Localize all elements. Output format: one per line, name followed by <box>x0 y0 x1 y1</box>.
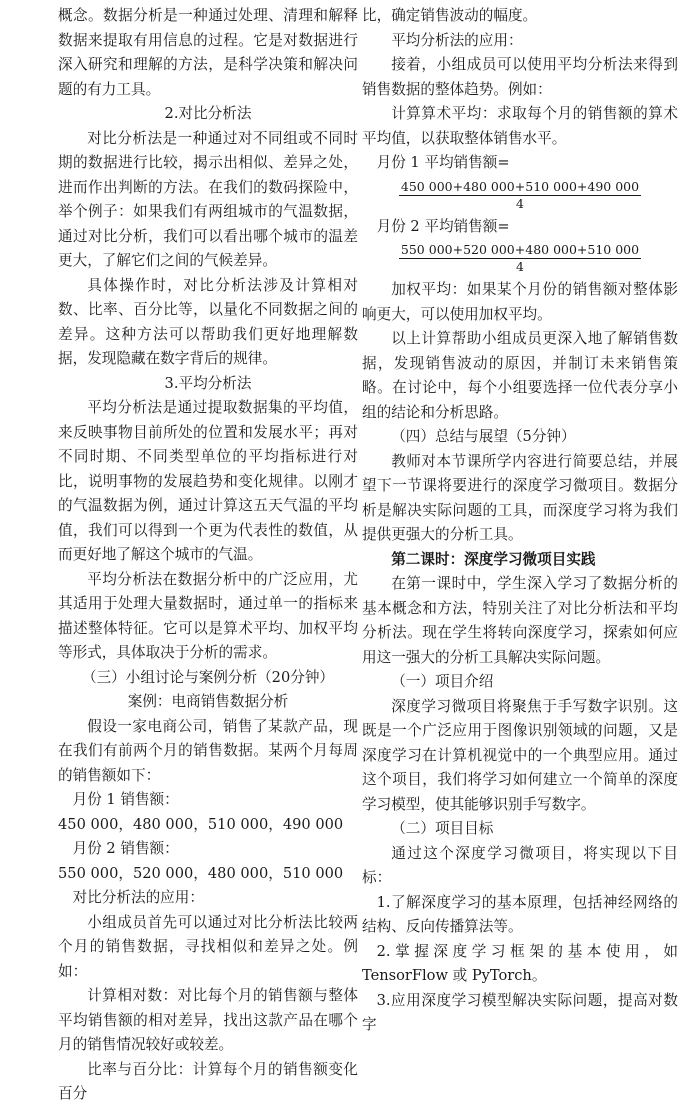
data-label: 月份 1 销售额： <box>72 791 179 808</box>
list-item: 2.掌握深度学习框架的基本使用，如 TensorFlow 或 PyTorch。 <box>362 942 678 984</box>
paragraph: 概念。数据分析是一种通过处理、清理和解释数据来提取有用信息的过程。它是对数据进行深入研究和理解的方法，是科学决策和解决问题的有力工具。 <box>58 7 358 98</box>
paragraph: 加权平均：如果某个月份的销售额对整体影响更大，可以使用加权平均。 <box>362 281 678 323</box>
list-item: 1.了解深度学习的基本原理，包括神经网络的结构、反向传播算法等。 <box>362 893 678 935</box>
fraction-denominator: 4 <box>516 259 524 274</box>
fraction-numerator: 450 000+480 000+510 000+490 000 <box>400 178 640 194</box>
paragraph: 小组成员首先可以通过对比分析法比较两个月的销售数据，寻找相似和差异之处。例如： <box>58 913 358 980</box>
paragraph: 比率与百分比：计算每个月的销售额变化百分 <box>58 1060 358 1102</box>
section-heading: 2.对比分析法 <box>164 105 252 122</box>
case-title: 案例：电商销售数据分析 <box>127 693 289 710</box>
section-heading: （一）项目介绍 <box>391 673 494 690</box>
section-heading: （三）小组讨论与案例分析（20分钟） <box>81 668 335 686</box>
data-values: 450 000，480 000，510 000，490 000 <box>58 815 344 833</box>
paragraph: 对比分析法是一种通过对不同组或不同时期的数据进行比较，揭示出相似、差异之处，进而作出判断的方法。在我们的数码探险中，举个例子：如果我们有两组城市的气温数据，通过对比分析，我们可以看出哪个城市的温差更大，了解它们之间的气候差异。 <box>58 129 358 269</box>
formula-month2 <box>362 239 678 276</box>
paragraph: 教师对本节课所学内容进行简要总结，并展望下一节课将要进行的深度学习微项目。数据分析是解决实际问题的工具，而深度学习将为我们提供更强大的分析工具。 <box>362 452 678 543</box>
paragraph: 平均分析法是通过提取数据集的平均值，来反映事物目前所处的位置和发展水平；再对不同时期、不同类型单位的平均指标进行对比，说明事物的发展趋势和变化规律。以刚才的气温数据为例，通过计算这五天气温的平均值，我们可以得到一个更为代表性的数值，从而更好地了解这个城市的气温。 <box>58 399 358 563</box>
formula-month1 <box>362 176 678 213</box>
formula-label: 月份 1 平均销售额= <box>376 154 510 171</box>
section-heading: （四）总结与展望（5分钟） <box>391 428 576 445</box>
data-label: 月份 2 销售额： <box>72 840 179 857</box>
paragraph: 在第一课时中，学生深入学习了数据分析的基本概念和方法，特别关注了对比分析法和平均分析法。现在学生将转向深度学习，探索如何应用这一强大的分析工具解决实际问题。 <box>362 575 678 666</box>
paragraph: 平均分析法在数据分析中的广泛应用，尤其适用于处理大量数据时，通过单一的指标来描述整体特征。它可以是算术平均、加权平均等形式，具体取决于分析的需求。 <box>58 570 358 661</box>
paragraph: 通过这个深度学习微项目，将实现以下目标： <box>362 844 678 886</box>
subheading: 对比分析法的应用： <box>72 889 204 906</box>
paragraph: 假设一家电商公司，销售了某款产品，现在我们有前两个月的销售数据。某两个月每周的销售额如下： <box>58 717 358 784</box>
paragraph: 以上计算帮助小组成员更深入地了解销售数据，发现销售波动的原因，并制订未来销售策略。在讨论中，每个小组要选择一位代表分享小组的结论和分析思路。 <box>362 330 678 421</box>
fraction <box>399 178 641 211</box>
section-heading: 3.平均分析法 <box>164 374 252 392</box>
section-heading: （二）项目目标 <box>391 820 494 837</box>
subheading: 平均分析法的应用： <box>391 31 523 49</box>
fraction <box>399 241 641 274</box>
paragraph: 深度学习微项目将聚焦于手写数字识别。这既是一个广泛应用于图像识别领域的问题，又是深度学习在计算机视觉中的一个典型应用。通过这个项目，我们将学习如何建立一个简单的深度学习模型，使其能够识别手写数字。 <box>362 697 678 813</box>
lesson-heading: 第二课时：深度学习微项目实践 <box>391 550 596 568</box>
paragraph: 接着，小组成员可以使用平均分析法来得到销售数据的整体趋势。例如： <box>362 56 678 98</box>
fraction-denominator: 4 <box>516 195 524 211</box>
paragraph: 具体操作时，对比分析法涉及计算相对数、比率、百分比等，以量化不同数据之间的差异。这种方法可以帮助我们更好地理解数据，发现隐藏在数字背后的规律。 <box>58 276 358 367</box>
fraction-numerator: 550 000+520 000+480 000+510 000 <box>400 242 640 257</box>
formula-label: 月份 2 平均销售额= <box>376 217 510 235</box>
data-values: 550 000，520 000，480 000，510 000 <box>58 864 344 882</box>
right-column <box>362 4 678 1038</box>
left-column <box>58 4 358 1107</box>
list-item: 3.应用深度学习模型解决实际问题，提高对数字 <box>362 991 678 1033</box>
paragraph: 比，确定销售波动的幅度。 <box>362 7 538 24</box>
paragraph: 计算算术平均：求取每个月的销售额的算术平均值，以获取整体销售水平。 <box>362 105 678 147</box>
paragraph: 计算相对数：对比每个月的销售额与整体平均销售额的相对差异，找出这款产品在哪个月的销售情况较好或较差。 <box>58 987 358 1053</box>
